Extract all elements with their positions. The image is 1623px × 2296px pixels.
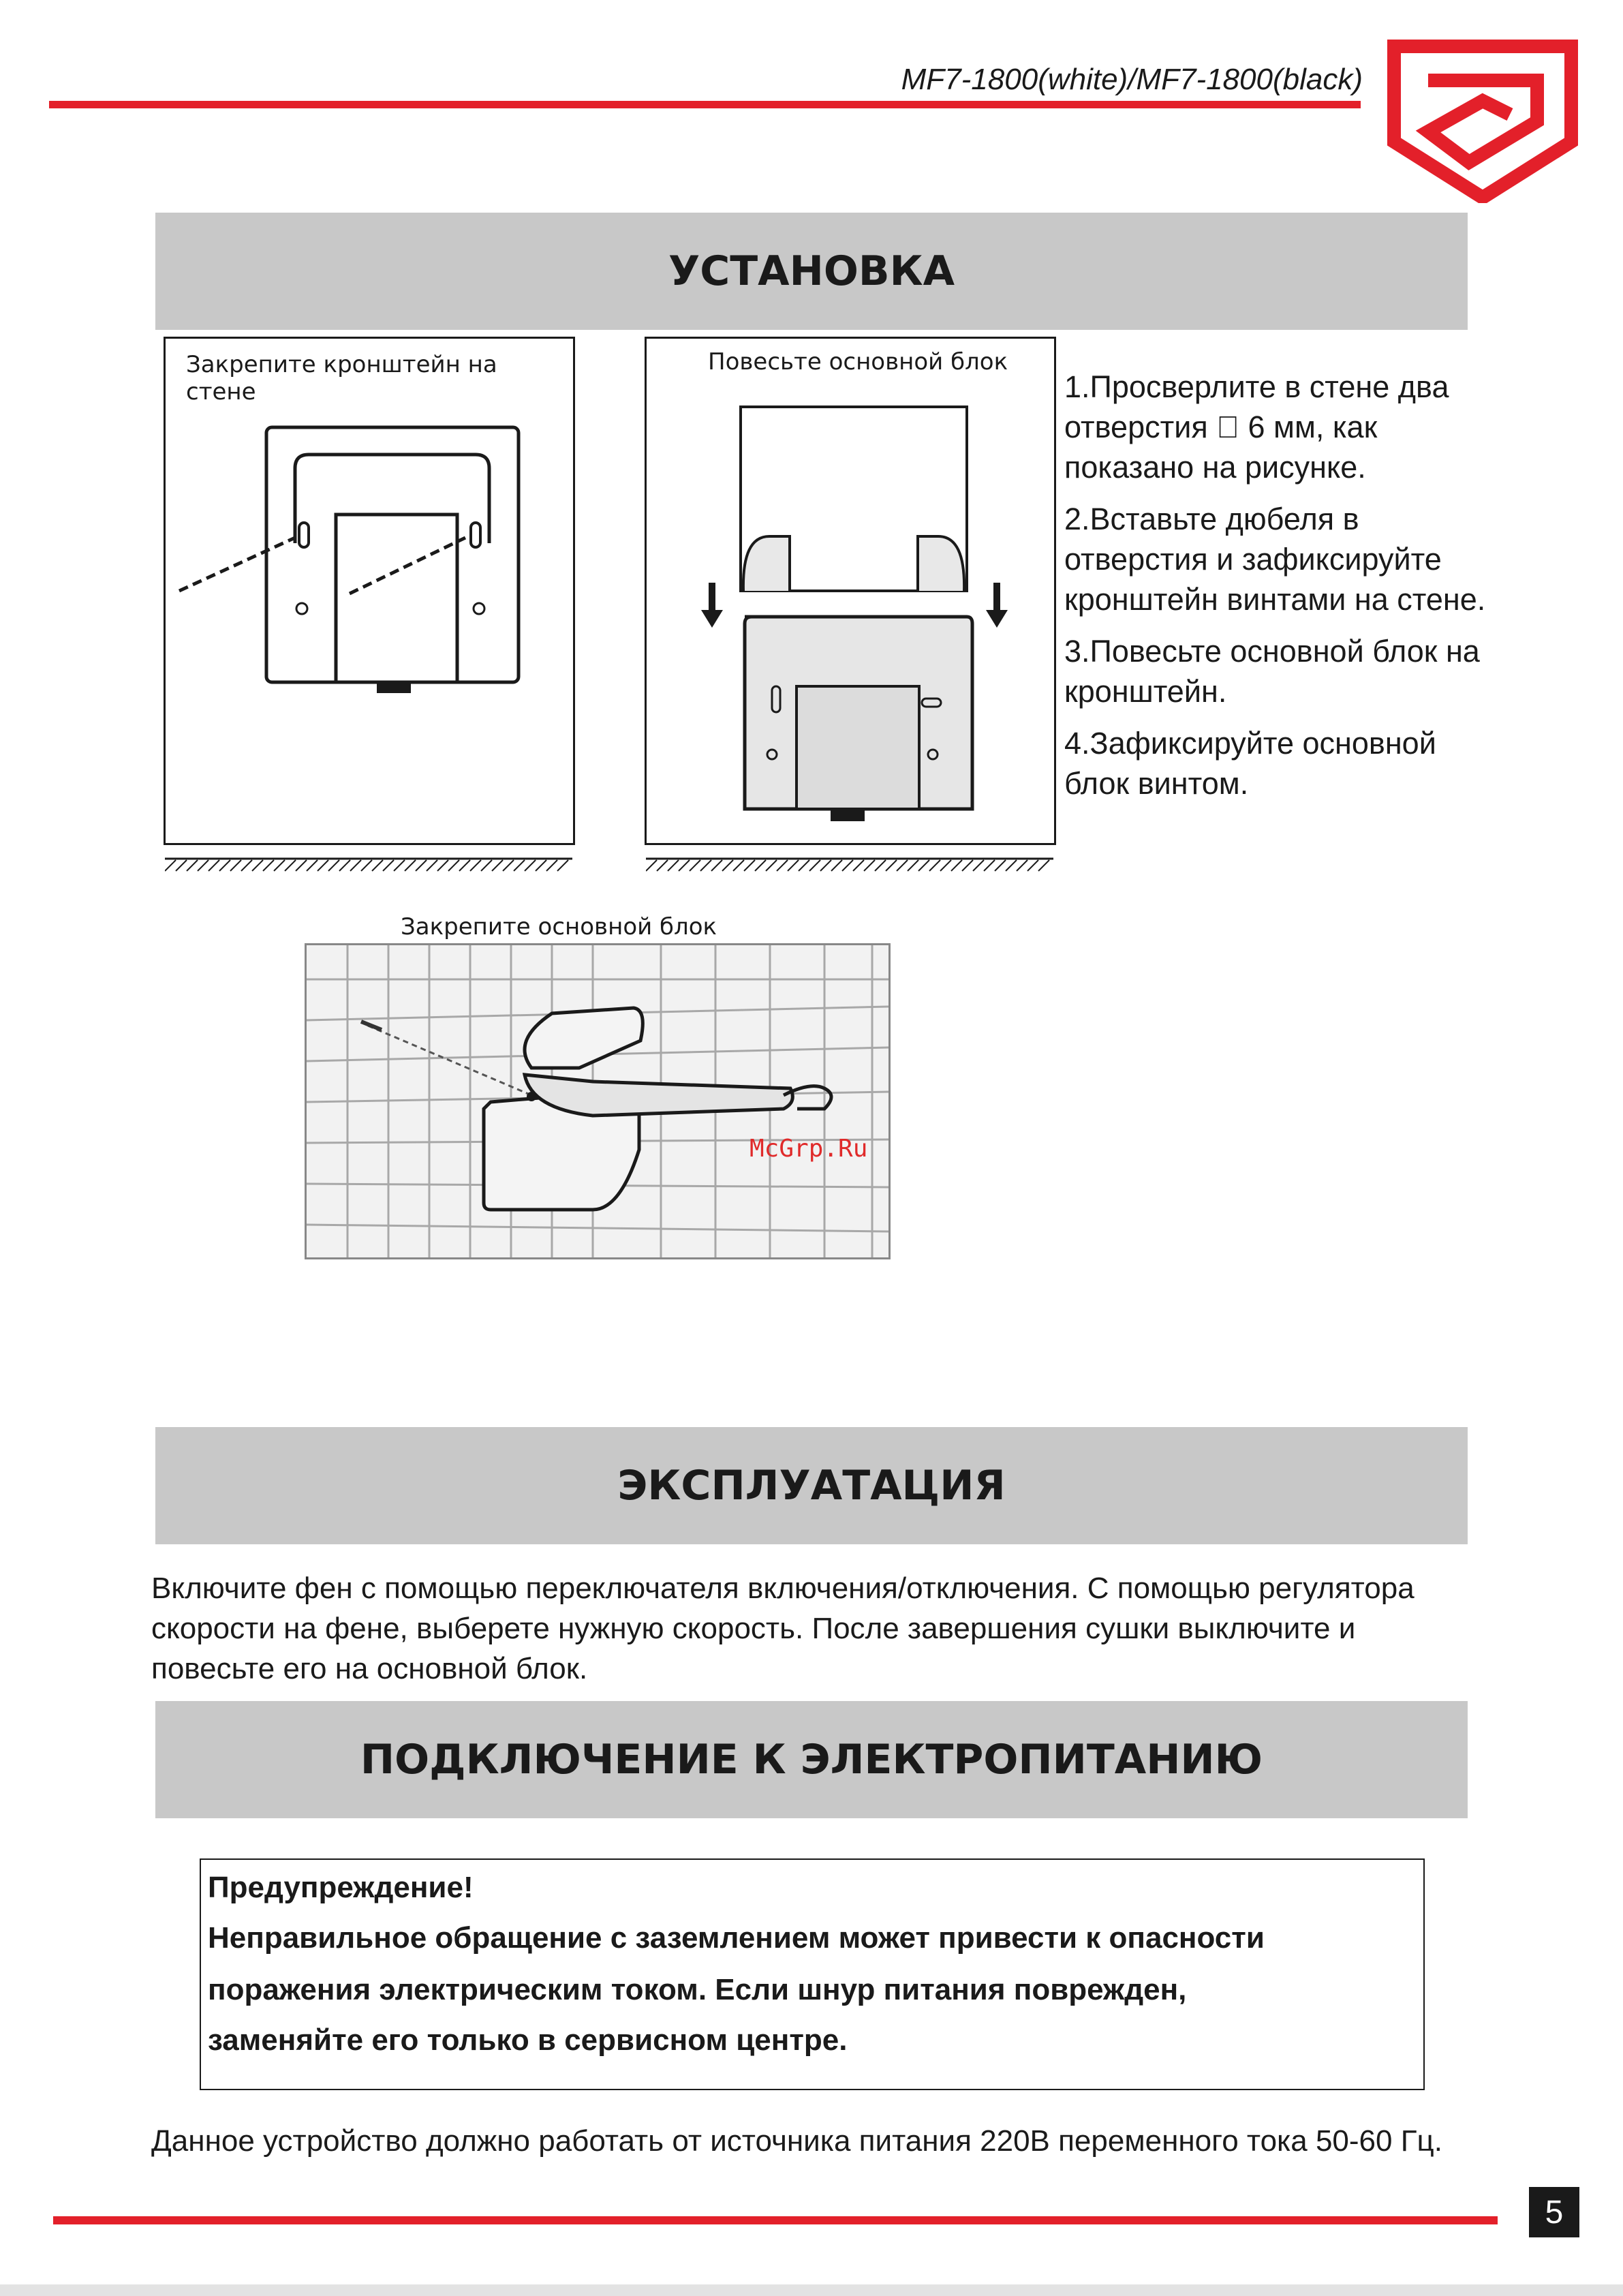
hang-unit-illustration <box>647 339 1054 843</box>
warning-title: Предупреждение! <box>208 1871 474 1904</box>
floor-hatch-2 <box>646 857 1053 872</box>
figure-bracket <box>164 337 575 845</box>
figure-fix-unit-caption: Закрепите основной блок <box>401 913 717 940</box>
installation-steps <box>1064 367 1500 815</box>
page-bottom-strip <box>0 2284 1623 2296</box>
figure-fix-unit <box>305 943 891 1259</box>
step-4: 4.Зафиксируйте основной блок винтом. <box>1064 726 1436 801</box>
power-title: ПОДКЛЮЧЕНИЕ К ЭЛЕКТРОПИТАНИЮ <box>360 1736 1263 1784</box>
warning-line-3: заменяйте его только в сервисном центре. <box>208 2023 848 2057</box>
model-header: MF7-1800(white)/MF7-1800(black) <box>901 63 1363 96</box>
fix-unit-illustration <box>307 945 888 1257</box>
figure-hang-unit <box>645 337 1056 845</box>
installation-title: УСТАНОВКА <box>668 247 955 295</box>
figure-bracket-caption: Закрепите кронштейн на стене <box>186 351 497 405</box>
bracket-illustration <box>166 339 573 843</box>
warning-line-2: поражения электрическим током. Если шнур питания поврежден, <box>208 1973 1187 2006</box>
figure-hang-unit-caption: Повесьте основной блок <box>708 348 1008 376</box>
step-3: 3.Повесьте основной блок на кронштейн. <box>1064 634 1480 709</box>
section-operation-band <box>155 1427 1468 1544</box>
warning-line-1: Неправильное обращение с заземлением может привести к опасности <box>208 1921 1265 1955</box>
warning-box <box>200 1858 1425 2090</box>
floor-hatch-1 <box>165 857 572 872</box>
header-red-line <box>49 101 1361 108</box>
operation-text: Включите фен с помощью переключателя включения/отключения. С помощью регулятора скорости на фене, выберете нужную скорость. После завершения сушки выключите и повесьте его на основной блок. <box>151 1572 1415 1685</box>
footer-red-line <box>53 2216 1498 2224</box>
section-installation-band <box>155 213 1468 330</box>
step-1: 1.Просверлите в стене два отверстия ⃠ 6 мм, как показано на рисунке. <box>1064 369 1449 485</box>
watermark: McGrp.Ru <box>749 1135 868 1163</box>
operation-title: ЭКСПЛУАТАЦИЯ <box>617 1462 1006 1510</box>
section-power-band <box>155 1701 1468 1818</box>
step-2: 2.Вставьте дюбеля в отверстия и зафиксируйте кронштейн винтами на стене. <box>1064 502 1486 617</box>
page-number: 5 <box>1529 2187 1579 2237</box>
power-text: Данное устройство должно работать от источника питания 220В переменного тока 50-60 Гц. <box>151 2124 1442 2158</box>
brand-logo-icon <box>1387 40 1578 203</box>
